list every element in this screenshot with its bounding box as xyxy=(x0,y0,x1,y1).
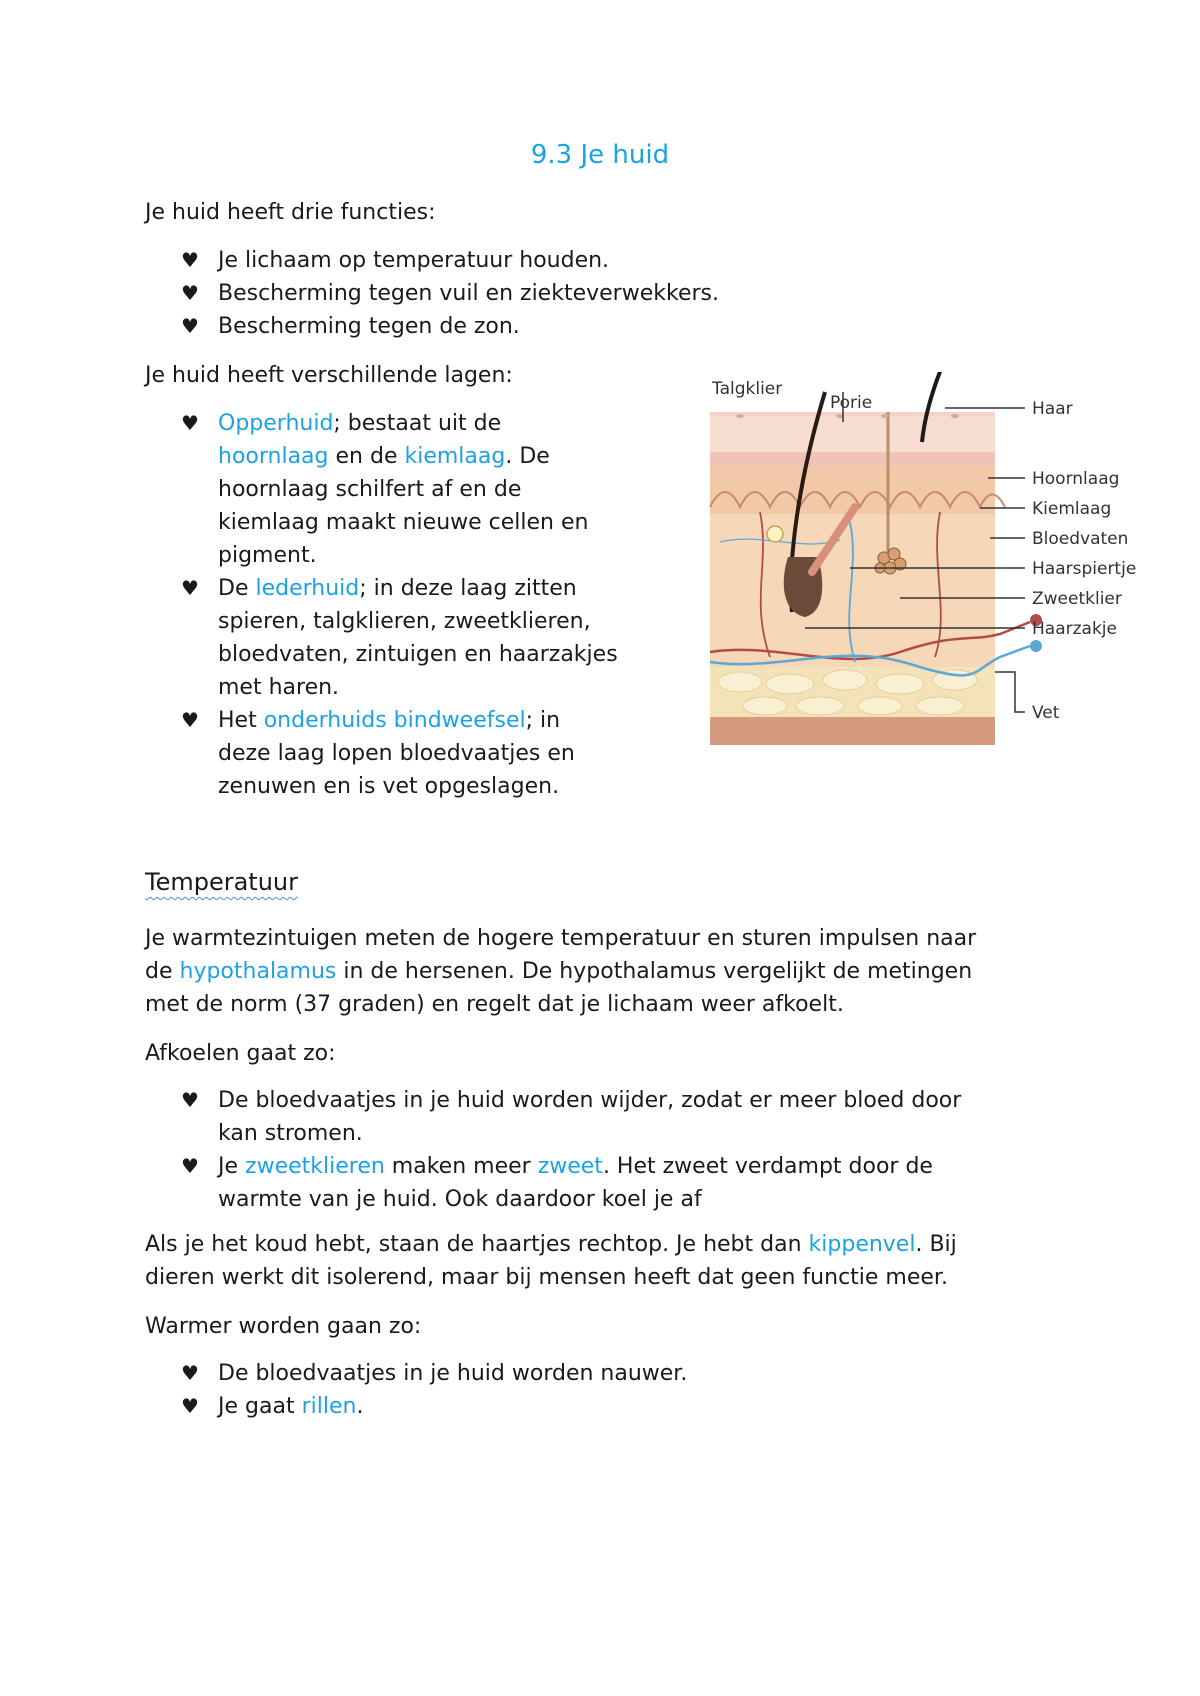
list-item: ♥ Je lichaam op temperatuur houden. xyxy=(145,244,719,277)
label-zweetklier: Zweetklier xyxy=(1032,589,1122,609)
intro-functions: Je huid heeft drie functies: xyxy=(145,200,436,225)
bullet-heart-icon: ♥ xyxy=(181,1154,199,1178)
bullet-heart-icon: ♥ xyxy=(181,1088,199,1112)
bullet-heart-icon: ♥ xyxy=(181,411,199,435)
bullet-heart-icon: ♥ xyxy=(181,708,199,732)
sebaceous-gland xyxy=(767,526,783,542)
list-item: ♥ Je gaat rillen. xyxy=(145,1390,687,1423)
bullet-heart-icon: ♥ xyxy=(181,1361,199,1385)
list-item: ♥ Bescherming tegen de zon. xyxy=(145,310,719,343)
list-item: ♥ De bloedvaatjes in je huid worden nauwer. xyxy=(145,1357,687,1390)
list-item: ♥ Je zweetklieren maken meer zweet. Het zweet verdampt door de warmte van je huid. Ook daardoor koel je af xyxy=(145,1150,1105,1216)
layers-list xyxy=(145,407,685,803)
bullet-heart-icon: ♥ xyxy=(181,314,199,338)
section-heading-temperatuur: Temperatuur xyxy=(145,868,298,896)
functions-list xyxy=(145,244,719,343)
warm-intro: Warmer worden gaan zo: xyxy=(145,1314,422,1339)
bullet-heart-icon: ♥ xyxy=(181,1394,199,1418)
label-talgklier: Talgklier xyxy=(712,379,783,399)
warming-list xyxy=(145,1357,687,1423)
label-vet: Vet xyxy=(1032,703,1060,723)
label-haarzakje: Haarzakje xyxy=(1032,619,1117,639)
list-item: ♥ Bescherming tegen vuil en ziekteverwekkers. xyxy=(145,277,719,310)
bullet-heart-icon: ♥ xyxy=(181,248,199,272)
label-porie: Porie xyxy=(830,393,873,413)
list-item: ♥ De bloedvaatjes in je huid worden wijder, zodat er meer bloed door kan stromen. xyxy=(145,1084,1105,1150)
cold-paragraph: Als je het koud hebt, staan de haartjes rechtop. Je hebt dan kippenvel. Bij dieren werkt dit isolerend, maar bij mensen heeft dat geen functie meer. xyxy=(145,1232,957,1290)
list-item: ♥ Opperhuid; bestaat uit de hoornlaag en de kiemlaag. De hoornlaag schilfert af en de kiemlaag maakt nieuwe cellen en pigment. xyxy=(145,407,685,572)
label-bloedvaten: Bloedvaten xyxy=(1032,529,1129,549)
list-item: ♥ Het onderhuids bindweefsel; in deze laag lopen bloedvaatjes en zenuwen en is vet opgeslagen. xyxy=(145,704,685,803)
label-haar: Haar xyxy=(1032,399,1073,419)
intro-layers: Je huid heeft verschillende lagen: xyxy=(145,363,513,388)
skin-diagram xyxy=(700,372,1160,762)
label-hoornlaag: Hoornlaag xyxy=(1032,469,1120,489)
label-kiemlaag: Kiemlaag xyxy=(1032,499,1112,519)
label-haarspiertje: Haarspiertje xyxy=(1032,559,1137,579)
page-title: 9.3 Je huid xyxy=(530,140,670,170)
temperature-paragraph: Je warmtezintuigen meten de hogere temperatuur en sturen impulsen naar de hypothalamus in de hersenen. De hypothalamus vergelijkt de metingen met de norm (37 graden) en regelt dat je lichaam weer afkoelt. xyxy=(145,926,977,1017)
bullet-heart-icon: ♥ xyxy=(181,576,199,600)
bottom-muscle-layer xyxy=(710,717,995,745)
cooling-list xyxy=(145,1084,1105,1216)
bullet-heart-icon: ♥ xyxy=(181,281,199,305)
list-item: ♥ De lederhuid; in deze laag zitten spieren, talgklieren, zweetklieren, bloedvaten, zintuigen en haarzakjes met haren. xyxy=(145,572,685,704)
cool-intro: Afkoelen gaat zo: xyxy=(145,1041,336,1066)
